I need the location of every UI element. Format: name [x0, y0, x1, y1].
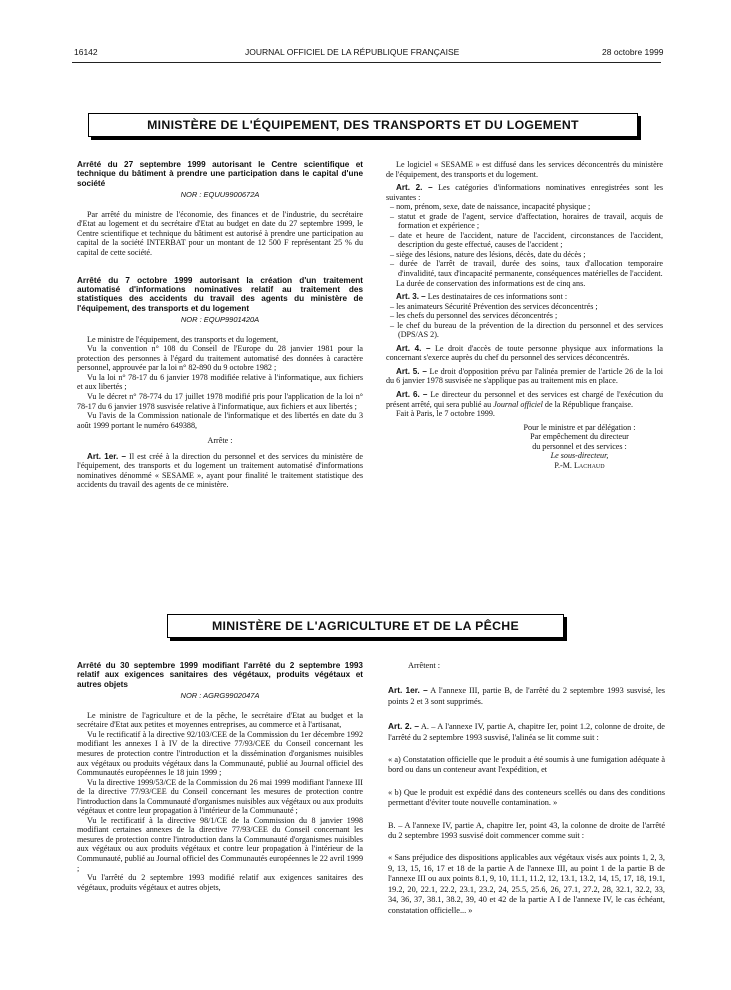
- fait-a-paris: Fait à Paris, le 7 octobre 1999.: [396, 409, 495, 419]
- visa: Le ministre de l'équipement, des transports et du logement,: [87, 334, 279, 344]
- article-2: Art. 2. – A. – A l'annexe IV, partie A, chapitre Ier, point 1.2, colonne de droite, de l'arrêté du 2 septembre 1993 susvisé, l'alinéa se lit comme suit :: [388, 721, 665, 742]
- section1-left-column: [77, 160, 363, 490]
- visa: Vu la loi n° 78-17 du 6 janvier 1978 modifiée relative à l'informatique, aux fichiers et aux libertés ;: [77, 372, 363, 392]
- visa: Le ministre de l'agriculture et de la pêche, le secrétaire d'Etat au budget et la secrétaire d'Etat aux petites et moyennes entreprises, au commerce et à l'artisanat,: [77, 710, 363, 730]
- visa: Vu le décret n° 78-774 du 17 juillet 1978 modifié pris pour l'application de la loi n° 78-17 du 6 janvier 1978 susvisée relative à l'informatique, aux fichiers et aux libertés ;: [77, 391, 363, 411]
- article-4: Art. 4. – Le droit d'accès de toute personne physique aux informations la concernant s'exerce auprès du chef du personnel des services déconcentrés.: [386, 343, 663, 363]
- arrete1-body: Par arrêté du ministre de l'économie, des finances et de l'industrie, du secrétaire d'Etat au logement et du secrétaire d'Etat au budget en date du 27 septembre 1999, le Centre scientifique et technique du bâtiment est autorisé à prendre une participation au capital de la société INTERBAT pour un montant de 12 500 F représentant 25 % du capital de cette société.: [77, 209, 363, 257]
- list-item: – nom, prénom, sexe, date de naissance, incapacité physique ;: [390, 202, 591, 212]
- header-rule: [72, 62, 661, 63]
- issue-date: 28 octobre 1999: [602, 47, 664, 57]
- arrete3-title: Arrêté du 30 septembre 1999 modifiant l'arrêté du 2 septembre 1993 relatif aux exigences sanitaires des végétaux, produits végétaux et autres objets: [77, 661, 363, 689]
- arrete1-title: Arrêté du 27 septembre 1999 autorisant le Centre scientifique et technique du bâtiment à prendre une participation dans le capital d'une société: [77, 160, 363, 188]
- signatory-name: P.-M. Lachaud: [554, 460, 605, 470]
- article-1: Art. 1er. – A l'annexe III, partie B, de l'arrêté du 2 septembre 1993 susvisé, les points 2 et 3 sont supprimés.: [388, 685, 665, 706]
- visa: Vu le rectificatif à la directive 92/103/CEE de la Commission du 1er décembre 1992 modifiant les annexes I à IV de la directive 77/93/CEE du Conseil concernant les mesures de protection contre l'introduction et la dissémination d'organismes nuisibles aux végétaux ou produits végétaux dans la Communauté, publié au Journal officiel des Communautés européennes le 18 juin 1999 ;: [77, 729, 363, 778]
- article-1: Art. 1er. – Il est créé à la direction du personnel et des services du ministère de l'équipement, des transports et du logement un traitement automatisé d'informations nominatives dénommé « SESAME », ayant pour finalité le traitement statistique des accidents du travail des agents de ce ministère.: [77, 451, 363, 490]
- ministry-banner-equipement: MINISTÈRE DE L'ÉQUIPEMENT, DES TRANSPORTS ET DU LOGEMENT: [88, 113, 638, 137]
- article-6: Art. 6. – Le directeur du personnel et des services est chargé de l'exécution du présent arrêté, qui sera publié au Journal officiel de la République française.: [386, 390, 663, 409]
- quote-a: « a) Constatation officielle que le produit a été soumis à une fumigation adéquate à bord ou dans un conteneur avant l'expédition, et: [388, 755, 665, 775]
- arrete1-nor: NOR : EQUU9900672A: [180, 190, 260, 200]
- quote-c: « Sans préjudice des dispositions applicables aux végétaux visés aux points 1, 2, 3, 9, 13, 15, 16, 17 et 18 de la partie A de l'annexe III, au point 1 de la partie B de l'annexe III ou aux points 8.1, 9, 10, 11.1, 11.2, 12, 13.1, 13.2, 14, 15, 17, 18, 19.1, 19.2, 20, 22.1, 22.2, 23.1, 23.2, 24, 25.5, 25.6, 26, 27.1, 27.2, 28, 32.1, 32.2, 33, 34, 36, 37, 38.1, 38.2, 39, 40 et 42 de la partie A I de l'annexe IV, le cas échéant, constatation officielle... »: [388, 853, 665, 915]
- section2-right-column: [388, 661, 665, 916]
- quote-b: « b) Que le produit est expédié dans des conteneurs scellés ou dans des conditions permettant d'éviter toute nouvelle contamination. »: [388, 787, 665, 808]
- visa: Vu le rectificatif à la directive 98/1/CE de la Commission du 8 janvier 1998 modifiant certaines annexes de la directive 77/93/CEE du Conseil concernant les mesures de protection contre l'introduction dans la Communauté d'organismes nuisibles aux végétaux ou aux produits végétaux et contre leur propagation à l'intérieur de la Communauté, publié au Journal officiel des Communautés européennes le 22 avril 1999 ;: [77, 815, 363, 873]
- list-item: – siège des lésions, nature des lésions, décès, date du décès ;: [390, 249, 586, 259]
- page-header: [0, 47, 731, 61]
- signature-block: Pour le ministre et par délégation : Par empêchement du directeur du personnel et des services : Le sous-directeur, P.-M. Lachaud: [496, 423, 663, 471]
- page-number: 16142: [74, 47, 98, 57]
- article-label: Art. 1er. –: [87, 451, 127, 461]
- part-b: B. – A l'annexe IV, partie A, chapitre Ier, point 43, la colonne de droite de l'arrêté du 2 septembre 1993 susvisé doit commencer comme suit :: [388, 820, 665, 841]
- list-item: – le chef du bureau de la prévention de la direction du personnel et des services (DPS/AS 2).: [390, 320, 663, 340]
- section1-right-column: [386, 160, 663, 470]
- visa: Vu la convention n° 108 du Conseil de l'Europe du 28 janvier 1981 pour la protection des personnes à l'égard du traitement automatisé des données à caractère personnel, approuvée par la loi n° 82-890 du 9 octobre 1982 ;: [77, 344, 363, 373]
- arrete2-title: Arrêté du 7 octobre 1999 autorisant la création d'un traitement automatisé d'informations nominatives relatif au traitement des statistiques des accidents du travail des agents du ministère de l'équipement, des transports et du logement: [77, 275, 363, 313]
- visa: Vu l'arrêté du 2 septembre 1993 modifié relatif aux exigences sanitaires des végétaux, produits végétaux et autres objets,: [77, 873, 363, 892]
- arrete3-nor: NOR : AGRG9902047A: [180, 691, 260, 701]
- section2-left-column: [77, 661, 363, 892]
- list-item: – les chefs du personnel des services déconcentrés ;: [390, 311, 558, 321]
- conservation: La durée de conservation des informations est de cinq ans.: [396, 278, 586, 288]
- arrete2-nor: NOR : EQUP9901420A: [180, 315, 260, 325]
- visa: Vu la directive 1999/53/CE de la Commission du 26 mai 1999 modifiant l'annexe III de la directive 77/93/CEE du Conseil concernant les mesures de protection contre l'introduction dans la Communauté d'organismes nuisibles aux végétaux ou aux produits végétaux et contre leur propagation à l'intérieur de la Communauté ;: [77, 777, 364, 816]
- list-item: – les animateurs Sécurité Prévention des services déconcentrés ;: [390, 301, 598, 311]
- list-item: – date et heure de l'accident, nature de l'accident, circonstances de l'accident, description du geste effectué, causes de l'accident ;: [390, 230, 663, 250]
- arretent-label: Arrêtent :: [408, 661, 441, 670]
- journal-title: JOURNAL OFFICIEL DE LA RÉPUBLIQUE FRANÇAISE: [245, 47, 460, 57]
- article-5: Art. 5. – Le droit d'opposition prévu par l'alinéa premier de l'article 26 de la loi du 6 janvier 1978 susvisée ne s'applique pas au traitement mis en place.: [386, 366, 663, 386]
- visa: Vu l'avis de la Commission nationale de l'informatique et des libertés en date du 3 août 1999 portant le numéro 649388,: [77, 411, 363, 430]
- sesame-intro: Le logiciel « SESAME » est diffusé dans les services déconcentrés du ministère de l'équipement, des transports et du logement.: [386, 160, 663, 179]
- list-item: – statut et grade de l'agent, service d'affectation, horaires de travail, acquis de formation et expérience ;: [390, 211, 663, 231]
- article-2: Art. 2. – Les catégories d'informations nominatives enregistrées sont les suivantes :: [386, 183, 663, 202]
- article-3: Art. 3. – Les destinataires de ces informations sont :: [396, 292, 568, 302]
- ministry-banner-agriculture: MINISTÈRE DE L'AGRICULTURE ET DE LA PÊCHE: [167, 614, 564, 638]
- list-item: – durée de l'arrêt de travail, durée des soins, taux d'allocation temporaire d'invalidité, taux d'incapacité permanente, conséquences matérielles de l'accident.: [390, 259, 663, 279]
- arrete-label: Arrête :: [207, 436, 233, 446]
